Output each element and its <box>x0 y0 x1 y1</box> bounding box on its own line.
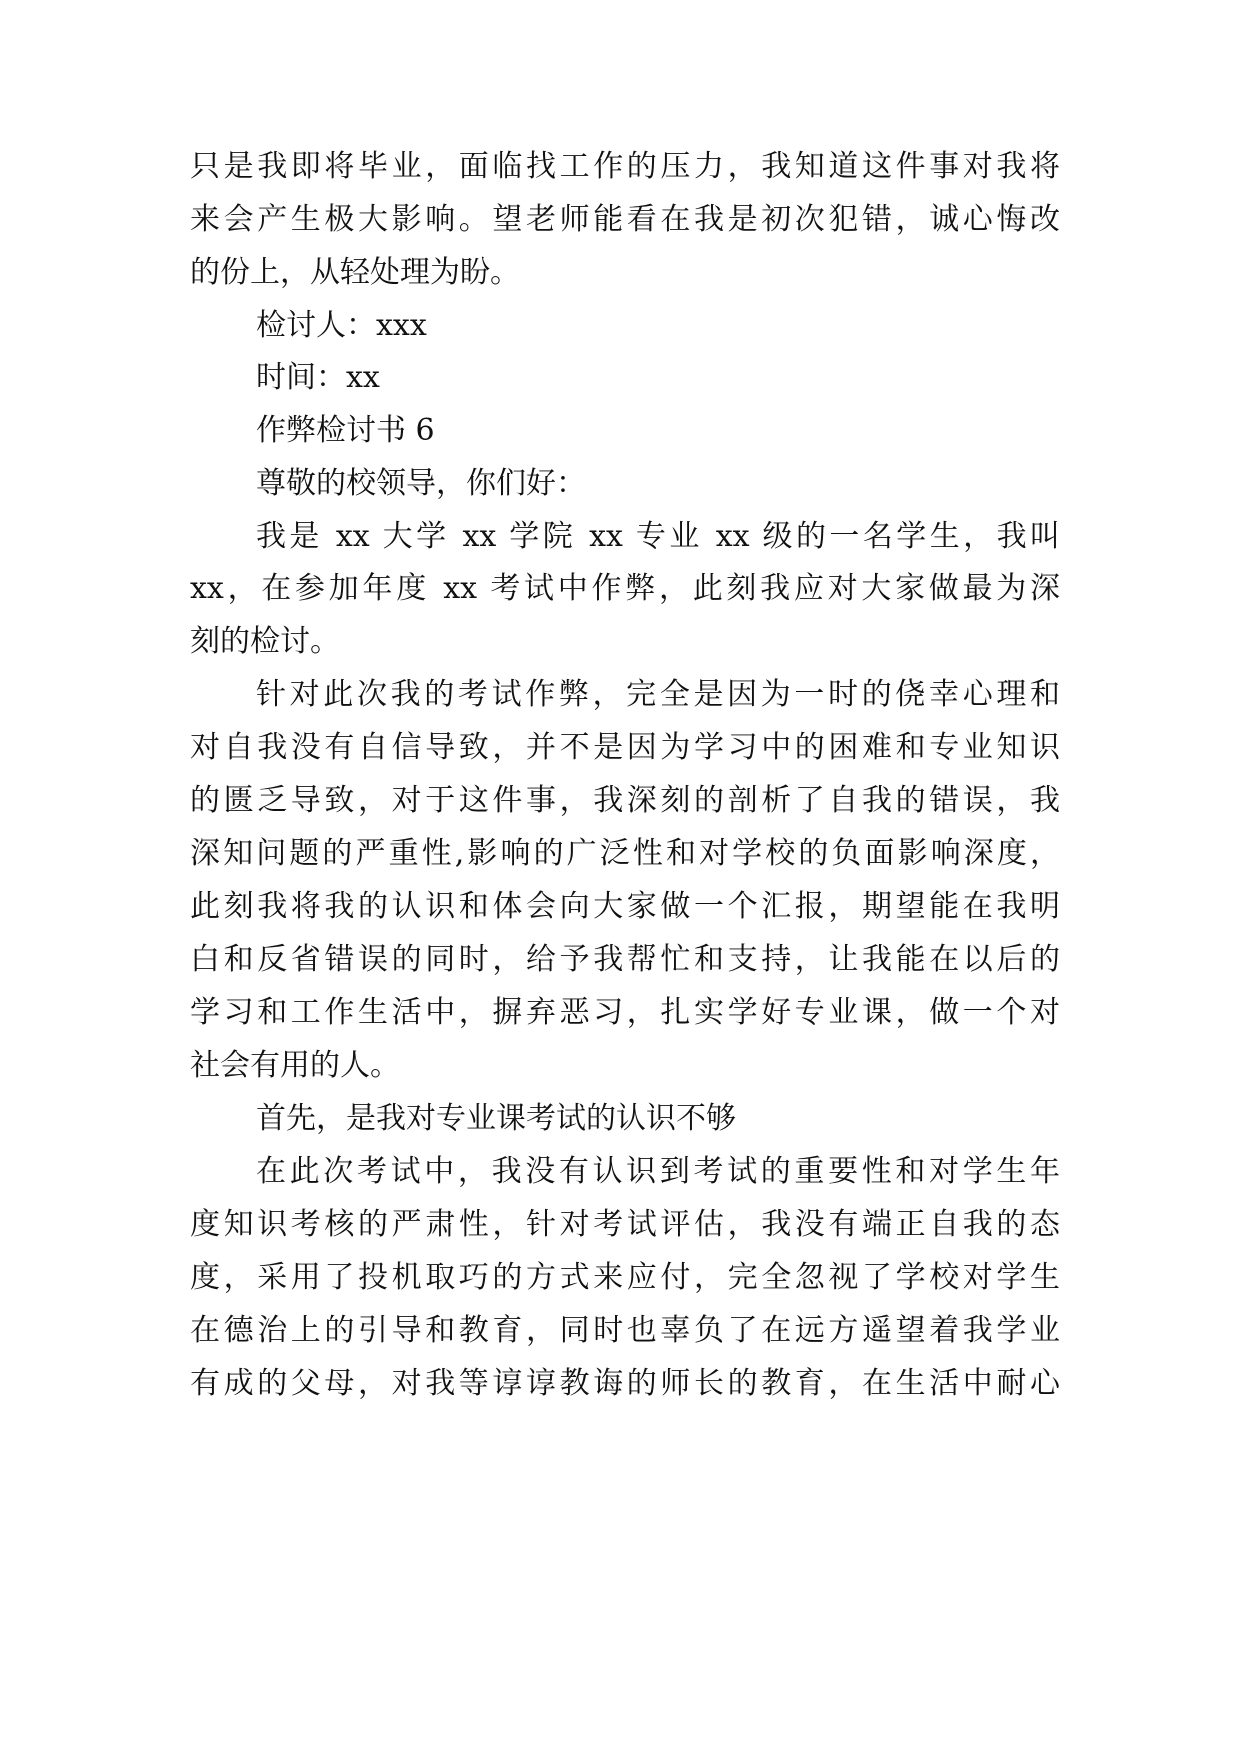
body-line: 在德治上的引导和教育，同时也辜负了在远方遥望着我学业 <box>190 1313 1060 1348</box>
body-line: xx，在参加年度 xx 考试中作弊，此刻我应对大家做最为深 <box>190 571 1060 606</box>
body-line: 深知问题的严重性,影响的广泛性和对学校的负面影响深度， <box>190 836 1060 871</box>
body-line: 学习和工作生活中，摒弃恶习，扎实学好专业课，做一个对 <box>190 995 1060 1030</box>
body-line: 在此次考试中，我没有认识到考试的重要性和对学生年 <box>256 1154 1060 1189</box>
body-line: 此刻我将我的认识和体会向大家做一个汇报，期望能在我明 <box>190 889 1060 924</box>
body-line: 度，采用了投机取巧的方式来应付，完全忽视了学校对学生 <box>190 1260 1060 1295</box>
body-line: 的匮乏导致，对于这件事，我深刻的剖析了自我的错误，我 <box>190 783 1060 818</box>
body-line: 我是 xx 大学 xx 学院 xx 专业 xx 级的一名学生，我叫 <box>256 519 1060 554</box>
date-line: 时间：xx <box>256 360 380 395</box>
body-line: 白和反省错误的同时，给予我帮忙和支持，让我能在以后的 <box>190 942 1060 977</box>
body-line: 的份上，从轻处理为盼。 <box>190 255 520 290</box>
section-title: 作弊检讨书 6 <box>256 413 435 448</box>
body-line: 来会产生极大影响。望老师能看在我是初次犯错，诚心悔改 <box>190 202 1060 237</box>
salutation: 尊敬的校领导，你们好： <box>256 466 586 501</box>
body-line: 刻的检讨。 <box>190 624 340 659</box>
body-line: 有成的父母，对我等谆谆教诲的师长的教育，在生活中耐心 <box>190 1366 1060 1401</box>
body-line: 针对此次我的考试作弊，完全是因为一时的侥幸心理和 <box>256 677 1060 712</box>
body-line: 对自我没有自信导致，并不是因为学习中的困难和专业知识 <box>190 730 1060 765</box>
body-line: 只是我即将毕业，面临找工作的压力，我知道这件事对我将 <box>190 149 1060 184</box>
body-line: 社会有用的人。 <box>190 1048 400 1083</box>
signer-line: 检讨人：xxx <box>256 308 427 343</box>
subheading: 首先，是我对专业课考试的认识不够 <box>256 1101 736 1136</box>
body-line: 度知识考核的严肃性，针对考试评估，我没有端正自我的态 <box>190 1207 1060 1242</box>
